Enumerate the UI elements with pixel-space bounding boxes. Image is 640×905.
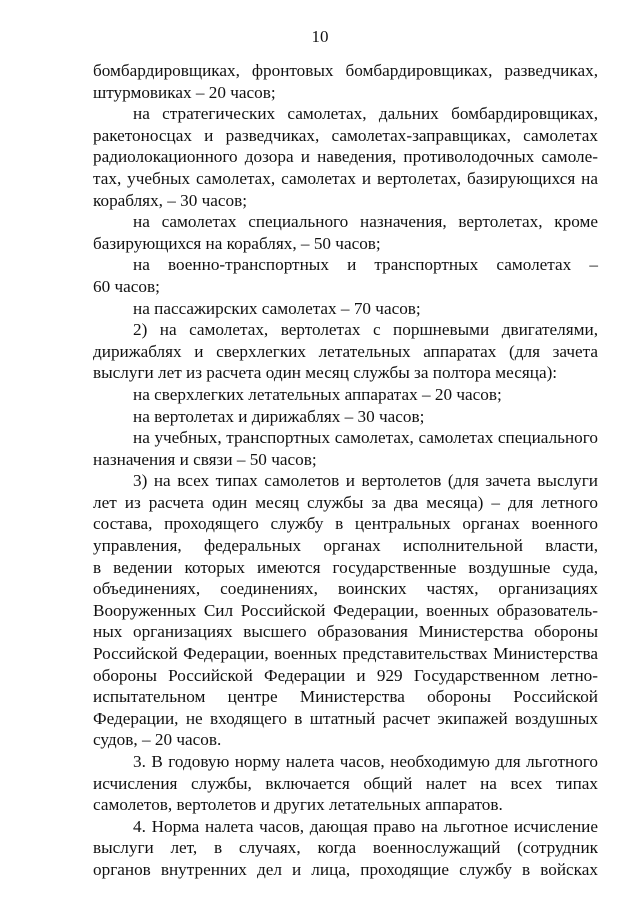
text-line: дирижаблях и сверхлегких летательных аппаратах (для зачета (93, 341, 598, 361)
text-line: на учебных, транспортных самолетах, самолетах специального (133, 428, 598, 448)
text-line: радиолокационного дозора и наведения, противолодочных самоле- (93, 147, 598, 167)
text-line: в ведении которых имеются государственные воздушные суда, (93, 557, 598, 577)
text-line: Вооруженных Сил Российской Федерации, военных образователь- (93, 600, 598, 620)
document-body (93, 60, 598, 881)
text-line: Федерации, не входящего в штатный расчет экипажей воздушных (93, 708, 598, 728)
text-line: объединениях, соединениях, воинских частях, организациях (93, 579, 598, 599)
text-line: на сверхлегких летательных аппаратах – 20 часов; (133, 384, 502, 404)
text-line: назначения и связи – 50 часов; (93, 449, 317, 469)
text-line: бомбардировщиках, фронтовых бомбардировщиках, разведчиках, (93, 61, 598, 80)
text-line: органов внутренних дел и лица, проходящие службу в войсках (93, 859, 598, 879)
text-line: на стратегических самолетах, дальних бомбардировщиках, (133, 104, 598, 124)
text-line: 4. Норма налета часов, дающая право на льготное исчисление (133, 816, 598, 836)
text-line: на военно-транспортных и транспортных самолетах – (133, 255, 598, 275)
text-line: 3) на всех типах самолетов и вертолетов (для зачета выслуги (133, 471, 598, 491)
text-line: на пассажирских самолетах – 70 часов; (133, 298, 421, 318)
text-line: 2) на самолетах, вертолетах с поршневыми двигателями, (133, 320, 598, 340)
text-line: кораблях, – 30 часов; (93, 190, 248, 210)
text-line: 60 часов; (93, 276, 160, 296)
page-number: 10 (311, 27, 329, 46)
text-line: выслуги лет из расчета один месяц службы за полтора месяца): (93, 363, 558, 383)
text-line: самолетов, вертолетов и других летательных аппаратов. (93, 795, 503, 815)
text-line: 3. В годовую норму налета часов, необходимую для льготного (133, 752, 598, 771)
text-line: Российской Федерации, военных представительствах Министерства (93, 644, 598, 664)
text-line: на самолетах специального назначения, вертолетах, кроме (133, 212, 598, 232)
text-line: базирующихся на кораблях, – 50 часов; (93, 233, 381, 253)
text-line: управления, федеральных органах исполнительной власти, (93, 536, 598, 556)
text-line: судов, – 20 часов. (93, 730, 222, 750)
text-line: испытательном центре Министерства обороны Российской (93, 687, 598, 707)
text-line: тах, учебных самолетах, самолетах и вертолетах, базирующихся на (93, 168, 598, 188)
text-line: штурмовиках – 20 часов; (93, 82, 276, 102)
text-line: выслуги лет, в случаях, когда военнослужащий (сотрудник (93, 838, 598, 858)
text-line: состава, проходящего службу в центральных органах военного (93, 514, 598, 534)
text-line: обороны Российской Федерации и 929 Государственном летно- (93, 665, 598, 685)
text-line: ракетоносцах и разведчиках, самолетах-заправщиках, самолетах (93, 125, 598, 145)
text-line: исчисления службы, включается общий налет на всех типах (93, 773, 598, 793)
text-line: лет из расчета один месяц службы за два месяца) – для летного (93, 492, 598, 512)
text-line: ных организациях высшего образования Министерства обороны (93, 622, 598, 642)
text-line: на вертолетах и дирижаблях – 30 часов; (133, 406, 425, 426)
